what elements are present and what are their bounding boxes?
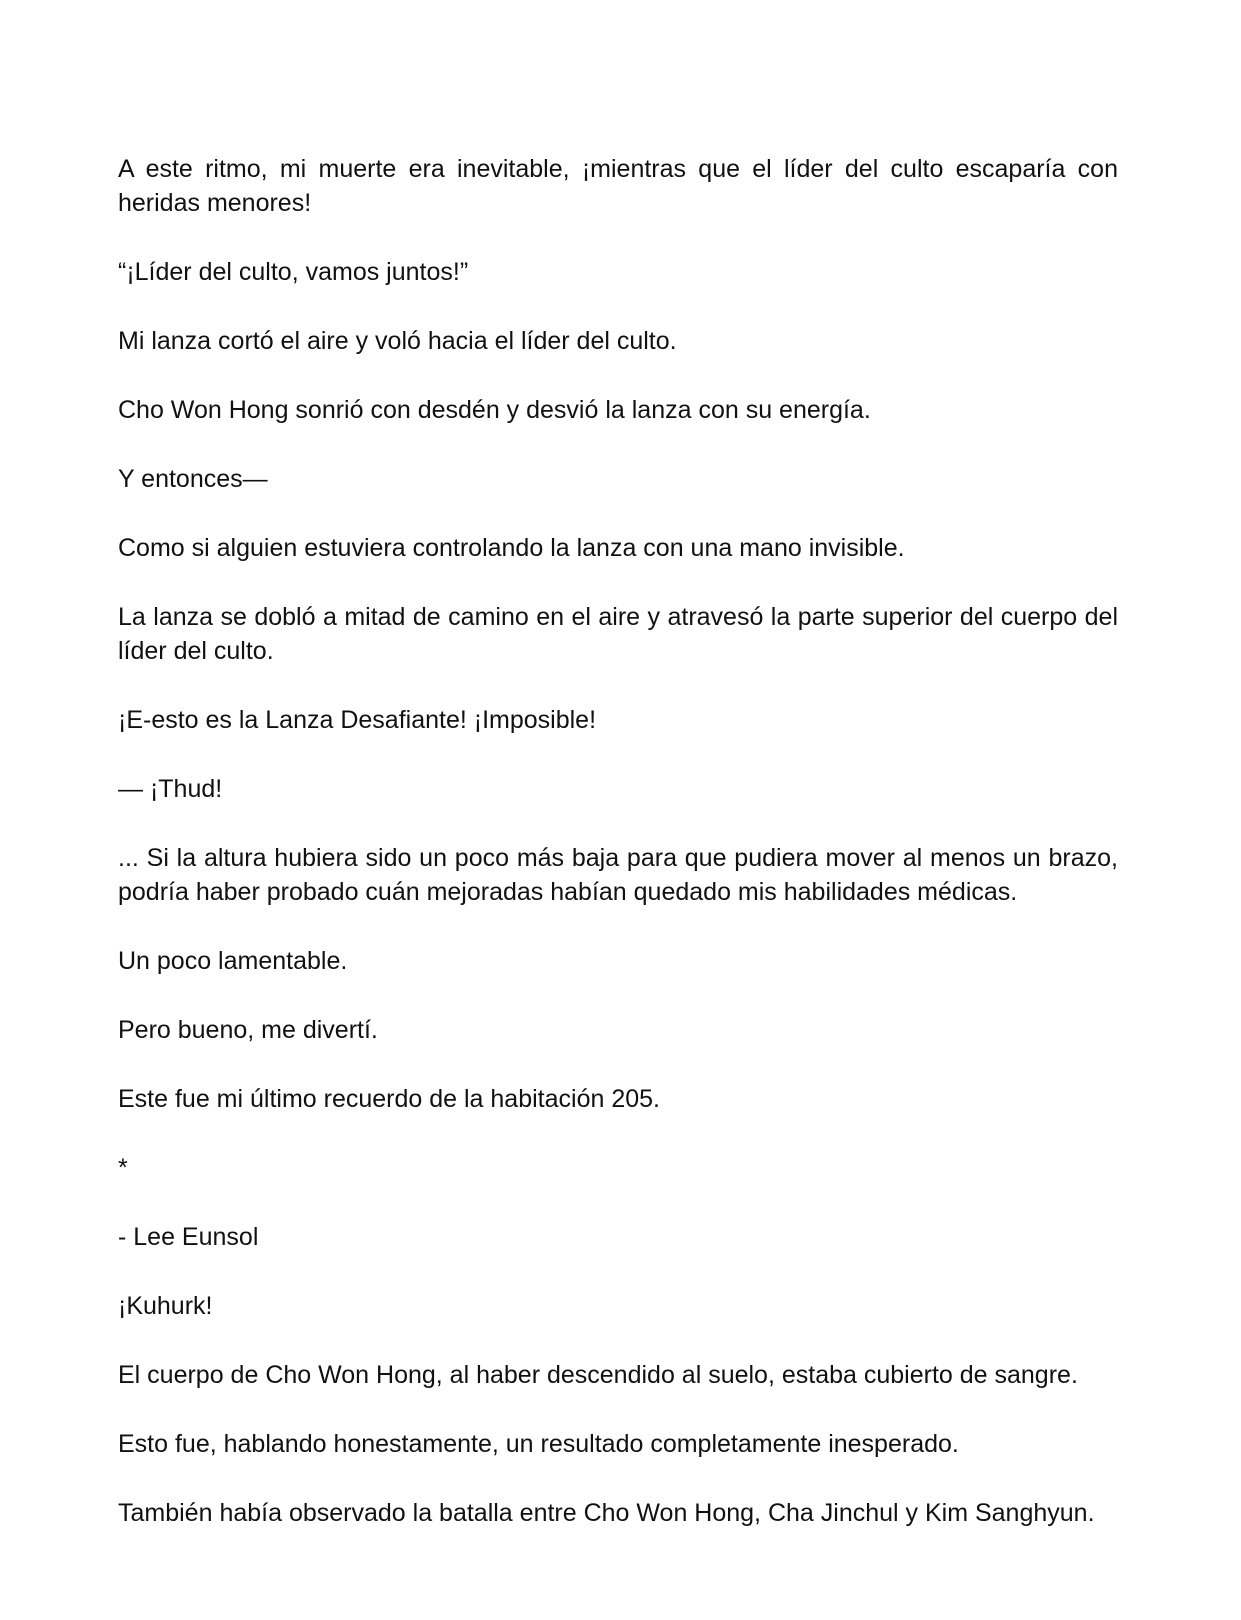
paragraph: La lanza se dobló a mitad de camino en el aire y atravesó la parte superior del cuerpo del líder del culto. (118, 603, 1118, 665)
paragraph: Y entonces— (118, 465, 268, 493)
paragraph: Cho Won Hong sonrió con desdén y desvió la lanza con su energía. (118, 396, 871, 424)
paragraph: “¡Líder del culto, vamos juntos!” (118, 258, 469, 286)
paragraph: A este ritmo, mi muerte era inevitable, ¡mientras que el líder del culto escaparía con heridas menores! (118, 155, 1118, 217)
paragraph: ¡E-esto es la Lanza Desafiante! ¡Imposible! (118, 706, 597, 734)
document-body (118, 152, 1118, 1565)
section-separator: * (118, 1154, 128, 1182)
paragraph: También había observado la batalla entre Cho Won Hong, Cha Jinchul y Kim Sanghyun. (118, 1499, 1095, 1527)
paragraph: — ¡Thud! (118, 775, 223, 803)
paragraph: Un poco lamentable. (118, 947, 348, 975)
paragraph: Este fue mi último recuerdo de la habitación 205. (118, 1085, 660, 1113)
paragraph: Como si alguien estuviera controlando la lanza con una mano invisible. (118, 534, 905, 562)
paragraph: Pero bueno, me divertí. (118, 1016, 378, 1044)
pov-heading: - Lee Eunsol (118, 1223, 259, 1251)
paragraph: ... Si la altura hubiera sido un poco más baja para que pudiera mover al menos un brazo, podría haber probado cuán mejoradas habían quedado mis habilidades médicas. (118, 844, 1118, 906)
paragraph: El cuerpo de Cho Won Hong, al haber descendido al suelo, estaba cubierto de sangre. (118, 1361, 1078, 1389)
paragraph: ¡Kuhurk! (118, 1292, 213, 1320)
paragraph: Esto fue, hablando honestamente, un resultado completamente inesperado. (118, 1430, 959, 1458)
paragraph: Mi lanza cortó el aire y voló hacia el líder del culto. (118, 327, 677, 355)
